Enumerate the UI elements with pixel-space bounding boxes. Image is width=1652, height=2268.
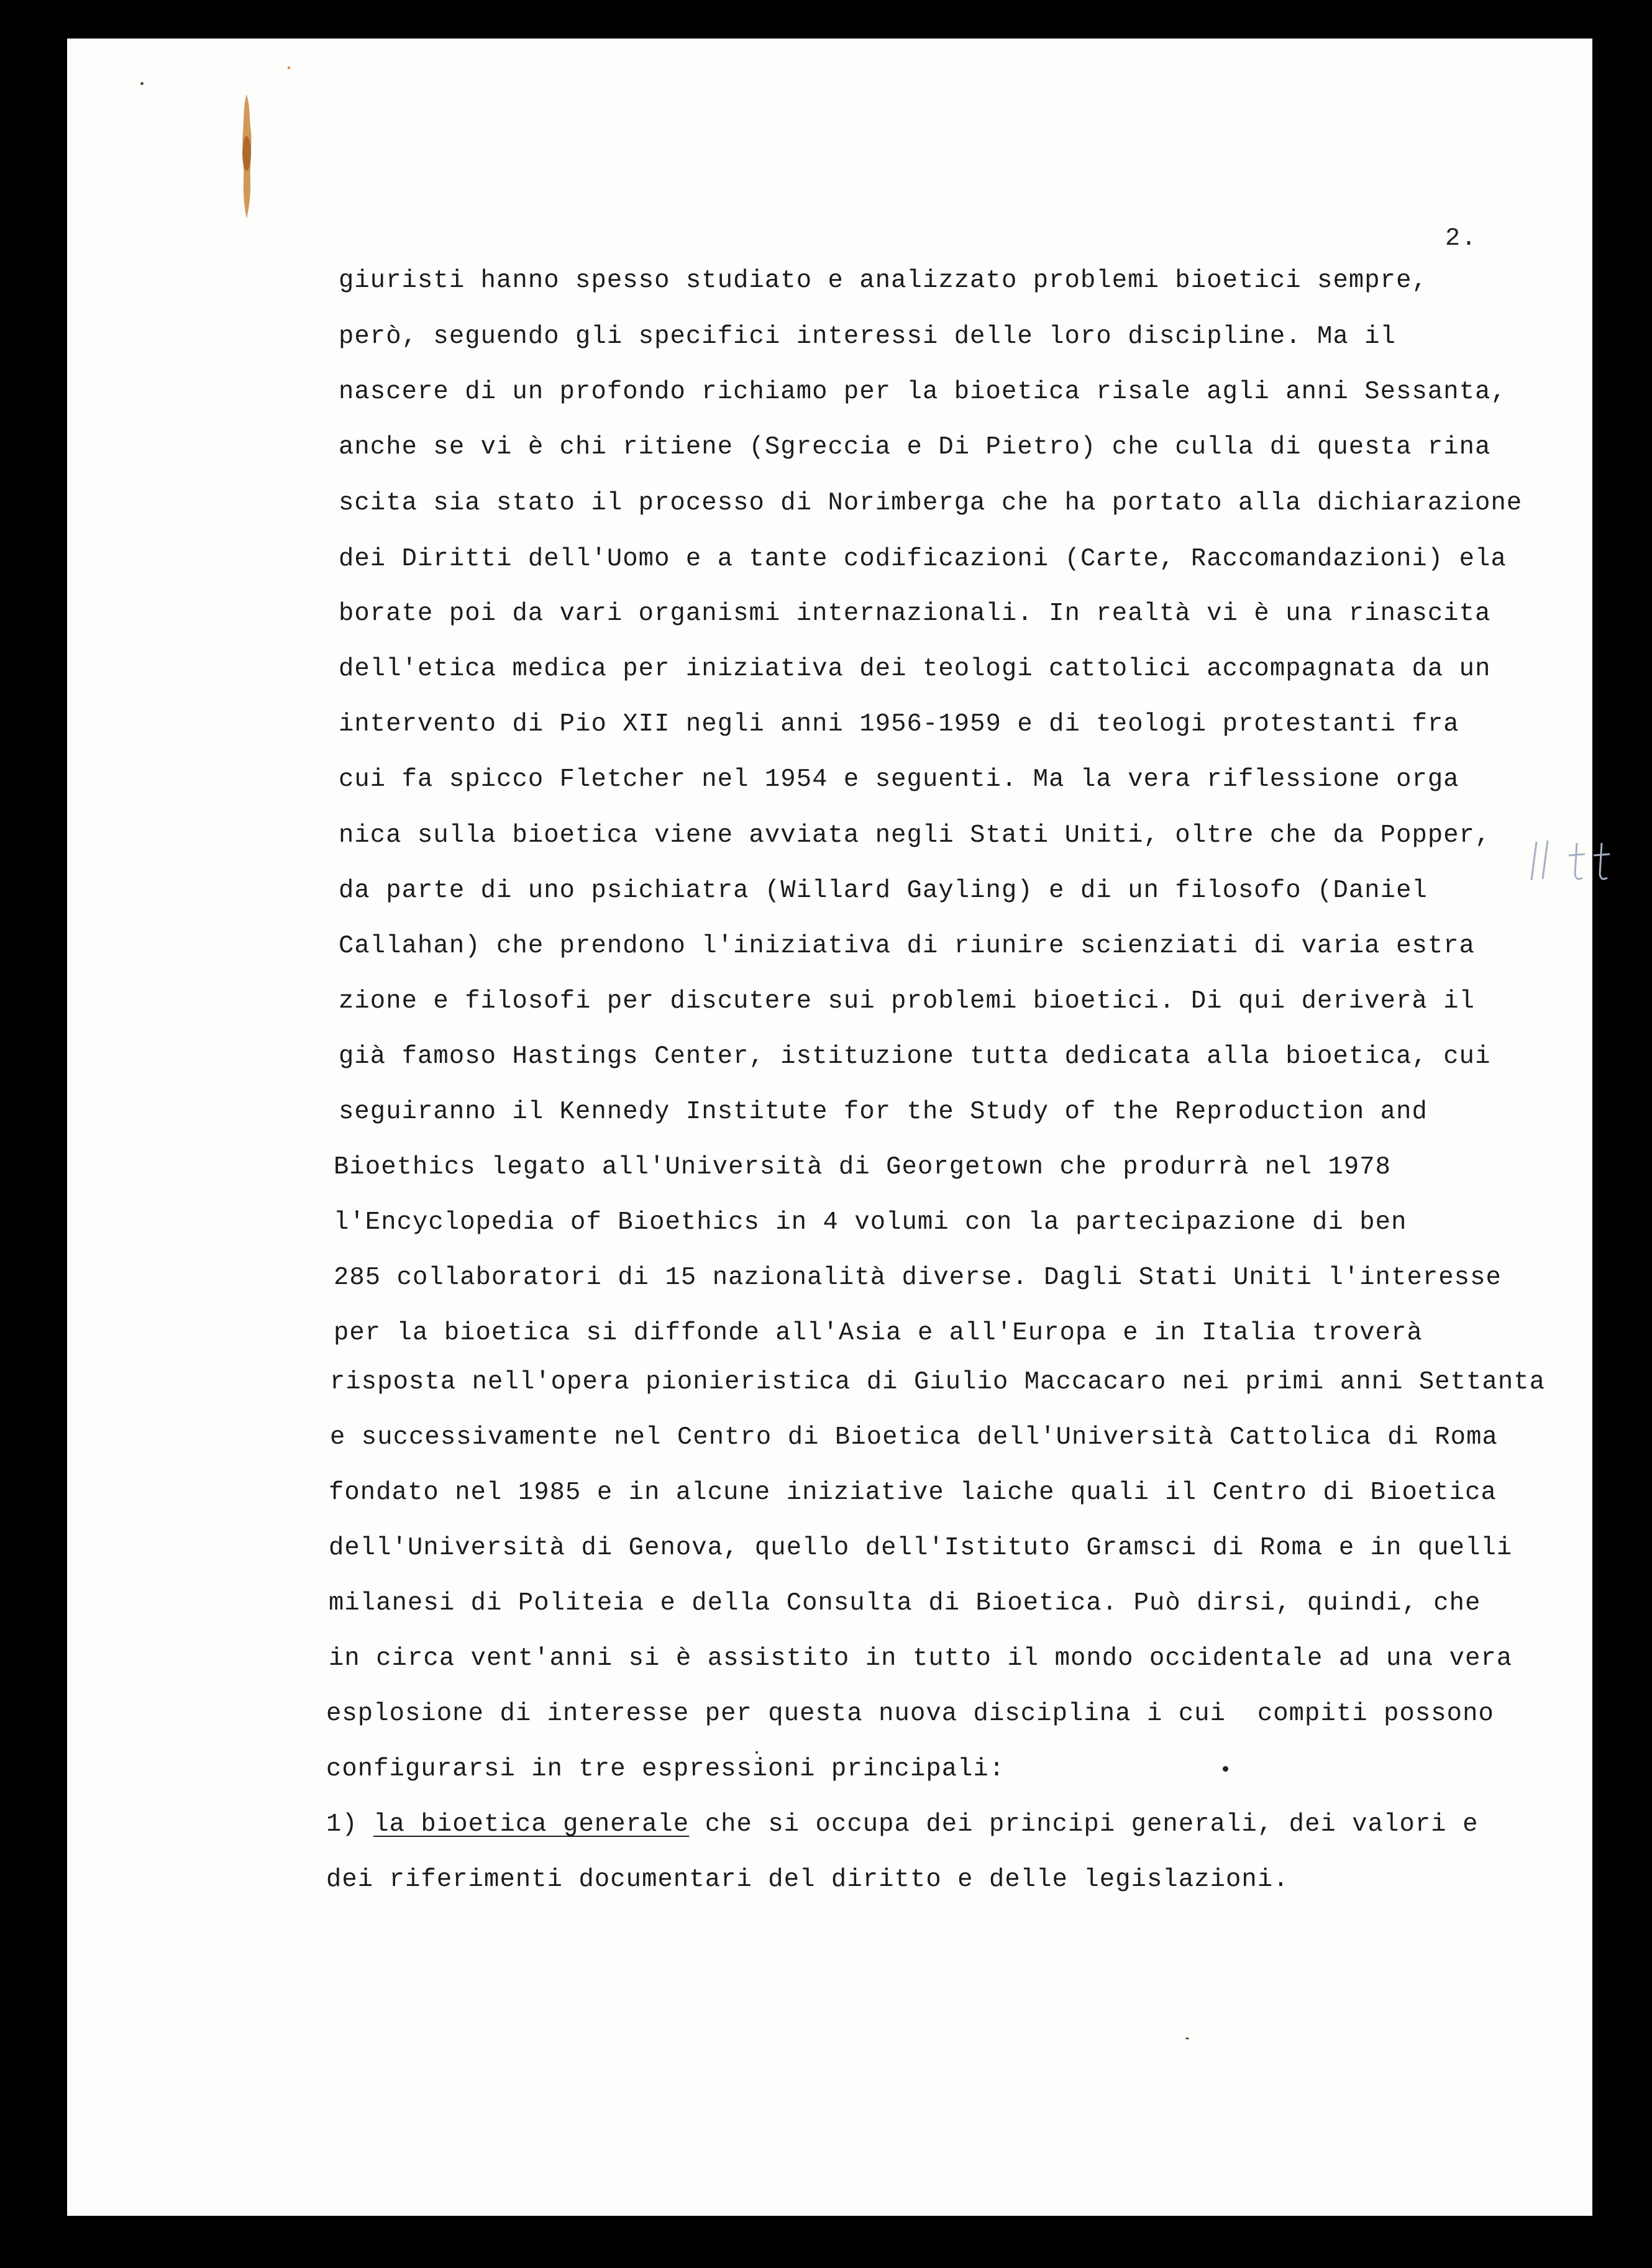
list-item-1 [326,1812,1479,1838]
text-line: nica sulla bioetica viene avviata negli Stati Uniti, oltre che da Popper, [339,821,1491,850]
underlined-term: la bioetica generale [373,1810,690,1839]
text-line: però, seguendo gli specifici interessi delle loro discipline. Ma il [339,322,1397,351]
text-line: esplosione di interesse per questa nuova disciplina i cui compiti possono [326,1700,1494,1728]
margin-annotation [1518,837,1623,886]
text-line: risposta nell'opera pionieristica di Giulio Maccacaro nei primi anni Settanta [330,1368,1546,1396]
text-line: l'Encyclopedia of Bioethics in 4 volumi con la partecipazione di ben [334,1208,1407,1237]
text-line: scita sia stato il processo di Norimberga che ha portato alla dichiarazione [339,489,1523,517]
text-line: 285 collaboratori di 15 nazionalità diverse. Dagli Stati Uniti l'interesse [334,1264,1502,1292]
list-item-text: che si occupa dei principi generali, dei valori e [689,1810,1479,1839]
text-line: intervento di Pio XII negli anni 1956-1959 e di teologi protestanti fra [339,710,1459,739]
text-line: zione e filosofi per discutere sui problemi bioetici. Di qui deriverà il [339,987,1476,1016]
text-line: dell'Università di Genova, quello dell'Istituto Gramsci di Roma e in quelli [329,1534,1513,1562]
text-line: cui fa spicco Fletcher nel 1954 e seguenti. Ma la vera riflessione orga [339,765,1459,794]
text-line: dei riferimenti documentari del diritto e delle legislazioni. [326,1865,1289,1894]
paper-speck [140,82,144,85]
list-item-number: 1) [326,1810,358,1839]
text-line: e successivamente nel Centro di Bioetica dell'Università Cattolica di Roma [330,1423,1498,1452]
paper-speck [1185,2038,1189,2039]
text-line: configurarsi in tre espressioni principali: [326,1755,1005,1783]
text-line: anche se vi è chi ritiene (Sgreccia e Di Pietro) che culla di questa rina [339,433,1491,462]
text-line: dell'etica medica per iniziativa dei teologi cattolici accompagnata da un [339,655,1491,683]
text-line: seguiranno il Kennedy Institute for the Study of the Reproduction and [339,1098,1428,1126]
paper-speck [755,1751,758,1754]
text-line: in circa vent'anni si è assistito in tutto il mondo occidentale ad una vera [329,1644,1513,1673]
text-line: borate poi da vari organismi internazionali. In realtà vi è una rinascita [339,599,1491,628]
text-line: nascere di un profondo richiamo per la bioetica risale agli anni Sessanta, [339,378,1507,406]
rust-stain [240,94,253,219]
text-line: Callahan) che prendono l'iniziativa di riunire scienziati di varia estra [339,932,1476,960]
text-line: fondato nel 1985 e in alcune iniziative laiche quali il Centro di Bioetica [329,1478,1497,1507]
text-line: giuristi hanno spesso studiato e analizzato problemi bioetici sempre, [339,266,1428,295]
text-line: già famoso Hastings Center, istituzione tutta dedicata alla bioetica, cui [339,1042,1491,1071]
text-line: dei Diritti dell'Uomo e a tante codificazioni (Carte, Raccomandazioni) ela [339,545,1507,573]
text-line: milanesi di Politeia e della Consulta di Bioetica. Può dirsi, quindi, che [329,1589,1481,1618]
text-line: Bioethics legato all'Università di Georgetown che produrrà nel 1978 [334,1153,1392,1182]
paper-speck [1223,1766,1228,1772]
paper-speck [288,66,290,69]
page-number: 2. [1445,225,1478,253]
text-line: da parte di uno psichiatra (Willard Gayling) e di un filosofo (Daniel [339,877,1428,905]
text-line: per la bioetica si diffonde all'Asia e all'Europa e in Italia troverà [334,1319,1423,1347]
